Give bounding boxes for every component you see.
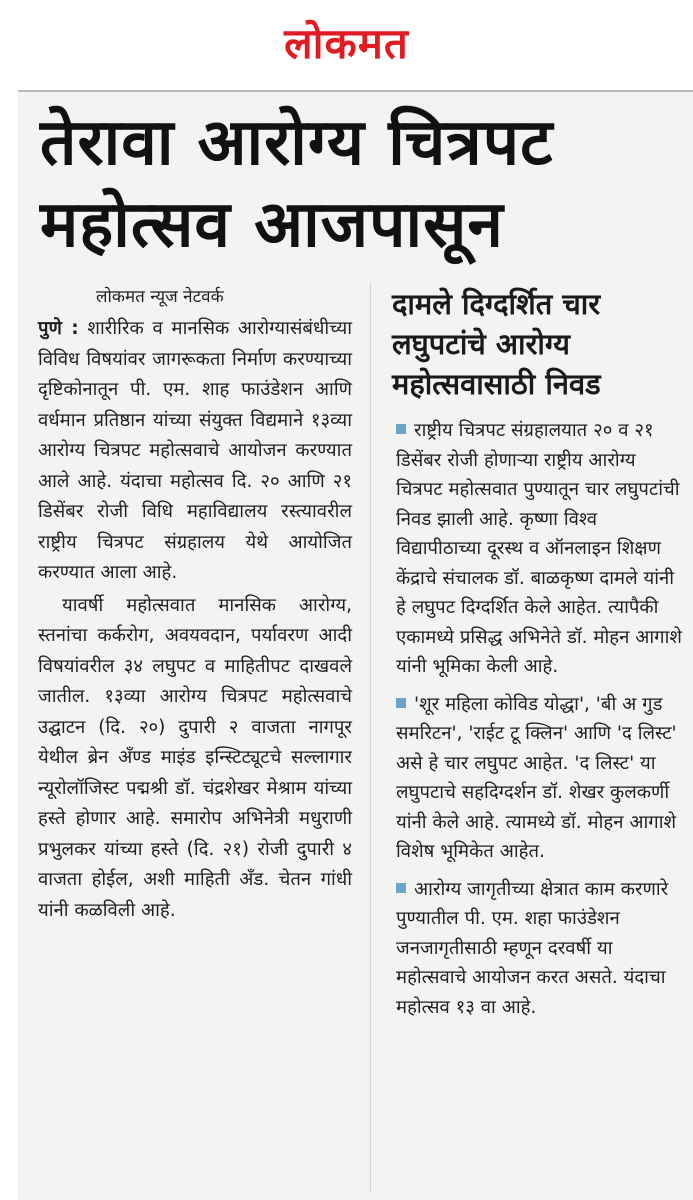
sidebar-item-1-text: राष्ट्रीय चित्रपट संग्रहालयात २० व २१ डिसेंबर रोजी होणाऱ्या राष्ट्रीय आरोग्य चित्रपट महोत्सवात पुण्यातून चार लघुपटांची निवड झाली आहे. कृष्णा विश्व विद्यापीठाच्या दूरस्थ व ऑनलाइन शिक्षण केंद्राचे संचालक डॉ. बाळकृष्ण दामले यांनी हे लघुपट दिग्दर्शित केले आहेत. त्यापैकी एकामध्ये प्रसिद्ध अभिनेते डॉ. मोहन आगाशे यांनी भूमिका केली आहे. [396, 420, 682, 677]
paragraph-2: यावर्षी महोत्सवात मानसिक आरोग्य, स्तनांचा कर्करोग, अवयवदान, पर्यावरण आदी विषयांवरील ३४ लघुपट व माहितीपट दाखवले जातील. १३व्या आरोग्य चित्रपट महोत्सवाचे उद्घाटन (दि. २०) दुपारी २ वाजता नागपूर येथील ब्रेन अँण्ड माइंड इन्स्टिट्यूटचे सल्लागार न्यूरोलॉजिस्ट पद्मश्री डॉ. चंद्रशेखर मेश्राम यांच्या हस्ते होणार आहे. समारोप अभिनेत्री मधुराणी प्रभुलकर यांच्या हस्ते (दि. २१) रोजी दुपारी ४ वाजता होईल, अशी माहिती अँड. चेतन गांधी यांनी कळविली आहे. [38, 594, 352, 921]
article-body-left [38, 314, 352, 926]
header-divider [18, 90, 693, 92]
square-bullet-icon [396, 698, 406, 708]
paragraph-1 [38, 314, 352, 589]
square-bullet-icon [396, 883, 406, 893]
sidebar-item-2 [396, 690, 688, 867]
dateline: पुणे : [38, 318, 79, 339]
page-margin [0, 0, 18, 1200]
sidebar-item-3-text: आरोग्य जागृतीच्या क्षेत्रात काम करणारे पुण्यातील पी. एम. शहा फाउंडेशन जनजागृतीसाठी म्हणून दरवर्षी या महोत्सवाचे आयोजन करत असते. यंदाचा महोत्सव १३ वा आहे. [396, 878, 669, 1018]
column-divider [370, 282, 371, 1192]
square-bullet-icon [396, 424, 406, 434]
sidebar-item-1 [396, 416, 688, 682]
sidebar-body [396, 416, 688, 1030]
sidebar-headline: दामले दिग्दर्शित चार लघुपटांचे आरोग्य महोत्सवासाठी निवड [392, 287, 601, 401]
newspaper-logo: लोकमत [284, 19, 409, 68]
masthead-bar [0, 0, 693, 92]
article-headline: तेरावा आरोग्य चित्रपट महोत्सव आजपासून [40, 106, 554, 262]
sidebar-item-2-text: 'शूर महिला कोविड योद्धा', 'बी अ गुड समरिटन', 'राईट टू क्लिन' आणि 'द लिस्ट' असे हे चार लघुपट आहेत. 'द लिस्ट' या लघुपटाचे सहदिग्दर्शन डॉ. शेखर कुलकर्णी यांनी केले आहे. त्यामध्ये डॉ. मोहन आगाशे विशेष भूमिकेत आहेत. [396, 693, 677, 862]
sidebar-item-3 [396, 875, 688, 1023]
paragraph-1-text: शारीरिक व मानसिक आरोग्यासंबंधीच्या विविध विषयांवर जागरूकता निर्माण करण्याच्या दृष्टिकोनातून पी. एम. शाह फाउंडेशन आणि वर्धमान प्रतिष्ठान यांच्या संयुक्त विद्यमाने १३व्या आरोग्य चित्रपट महोत्सवाचे आयोजन करण्यात आले आहे. यंदाचा महोत्सव दि. २० आणि २१ डिसेंबर रोजी विधि महाविद्यालय रस्त्यावरील राष्ट्रीय चित्रपट संग्रहालय येथे आयोजित करण्यात आला आहे. [38, 318, 352, 583]
byline: लोकमत न्यूज नेटवर्क [96, 287, 224, 307]
